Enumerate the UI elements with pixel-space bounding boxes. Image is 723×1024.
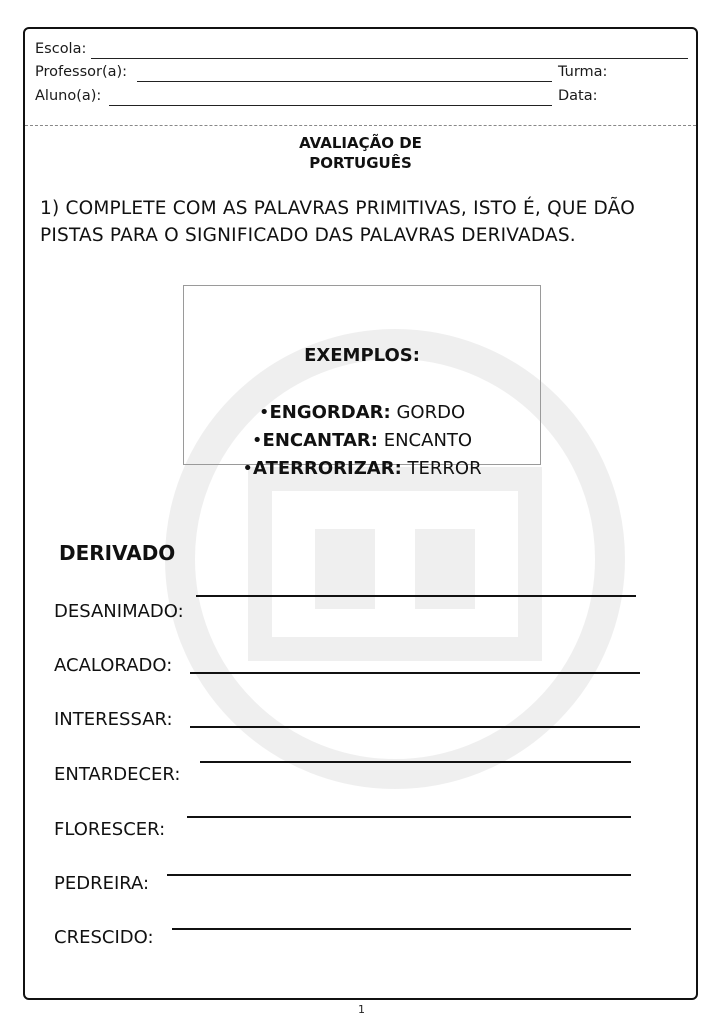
answer-line-interessar[interactable] (190, 726, 640, 728)
student-line (109, 105, 552, 106)
word-label-entardecer: ENTARDECER: (54, 764, 181, 785)
title-line-1: AVALIAÇÃO DE (299, 134, 422, 152)
student-label: Aluno(a): (35, 88, 102, 104)
page-number: 1 (358, 1003, 365, 1016)
example-item (183, 427, 541, 455)
question-text: 1) COMPLETE COM AS PALAVRAS PRIMITIVAS, ISTO É, QUE DÃO PISTAS PARA O SIGNIFICADO DAS PALAVRAS DERIVADAS. (40, 198, 635, 246)
answer-line-desanimado[interactable] (196, 595, 636, 597)
bullet: • (251, 430, 263, 451)
example-term: ATERRORIZAR: (253, 458, 402, 479)
answer-line-pedreira[interactable] (167, 874, 631, 876)
page-title (25, 133, 696, 173)
word-label-interessar: INTERESSAR: (54, 709, 173, 730)
class-label: Turma: (558, 64, 608, 80)
worksheet (23, 27, 698, 1000)
examples-title: EXEMPLOS: (304, 345, 420, 366)
example-item (183, 399, 541, 427)
title-line-2: PORTUGUÊS (309, 154, 412, 172)
word-label-crescido: CRESCIDO: (54, 927, 154, 948)
answer-line-acalorado[interactable] (190, 672, 640, 674)
example-term: ENGORDAR: (269, 402, 391, 423)
example-answer: GORDO (396, 402, 466, 423)
answer-line-florescer[interactable] (187, 816, 631, 818)
school-line (91, 58, 688, 59)
teacher-line (137, 81, 552, 82)
answer-line-entardecer[interactable] (200, 761, 631, 763)
example-answer: TERROR (407, 458, 482, 479)
teacher-label: Professor(a): (35, 64, 128, 80)
school-label: Escola: (35, 41, 87, 57)
word-label-pedreira: PEDREIRA: (54, 873, 150, 894)
example-answer: ENCANTO (383, 430, 473, 451)
example-term: ENCANTAR: (262, 430, 378, 451)
example-item (183, 455, 541, 483)
bullet: • (258, 402, 270, 423)
examples-list (183, 399, 541, 483)
header-divider (25, 125, 696, 126)
word-label-acalorado: ACALORADO: (54, 655, 173, 676)
word-label-desanimado: DESANIMADO: (54, 601, 184, 622)
date-label: Data: (558, 88, 598, 104)
bullet: • (242, 458, 254, 479)
word-label-florescer: FLORESCER: (54, 819, 166, 840)
answer-line-crescido[interactable] (172, 928, 631, 930)
section-label: DERIVADO (59, 541, 176, 565)
